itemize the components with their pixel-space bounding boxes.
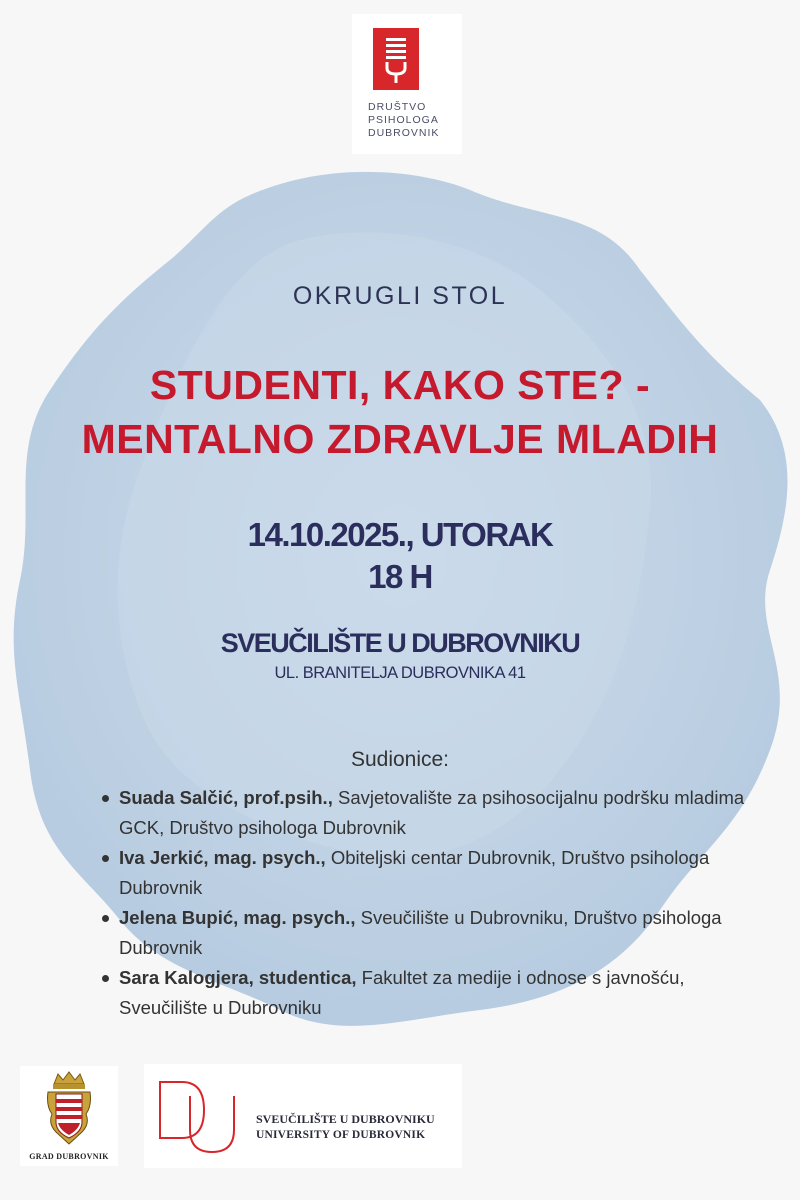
participants-list bbox=[100, 783, 749, 1023]
list-item: Iva Jerkić, mag. psych., Obiteljski centar Dubrovnik, Društvo psihologa Dubrovnik bbox=[119, 843, 749, 903]
organizer-logo bbox=[352, 14, 462, 154]
tuning-fork-icon bbox=[373, 28, 419, 90]
du-monogram-icon bbox=[156, 1076, 246, 1156]
coat-of-arms-icon bbox=[44, 1070, 94, 1150]
event-address: UL. BRANITELJA DUBROVNIKA 41 bbox=[274, 664, 526, 682]
university-logo: SVEUČILIŠTE U DUBROVNIKU UNIVERSITY OF DUBROVNIK bbox=[144, 1064, 462, 1168]
event-datetime bbox=[0, 514, 800, 598]
event-date: 14.10.2025., UTORAK bbox=[247, 516, 553, 553]
organizer-name: DRUŠTVO PSIHOLOGA DUBROVNIK bbox=[368, 101, 440, 139]
list-item: Jelena Bupić, mag. psych., Sveučilište u Dubrovniku, Društvo psihologa Dubrovnik bbox=[119, 903, 749, 963]
event-title: STUDENTI, KAKO STE? - MENTALNO ZDRAVLJE MLADIH bbox=[81, 362, 719, 462]
list-item: Sara Kalogjera, studentica, Fakultet za medije i odnose s javnošću, Sveučilište u Dubrovniku bbox=[119, 963, 749, 1023]
event-time: 18 H bbox=[368, 558, 432, 595]
event-type: OKRUGLI STOL bbox=[292, 282, 508, 310]
participants-heading: Sudionice: bbox=[350, 748, 450, 771]
event-venue: SVEUČILIŠTE U DUBROVNIKU bbox=[220, 628, 580, 658]
list-item: Suada Salčić, prof.psih., Savjetovalište za psihosocijalnu podršku mladima GCK, Društvo psihologa Dubrovnik bbox=[119, 783, 749, 843]
city-logo: GRAD DUBROVNIK bbox=[20, 1066, 118, 1166]
